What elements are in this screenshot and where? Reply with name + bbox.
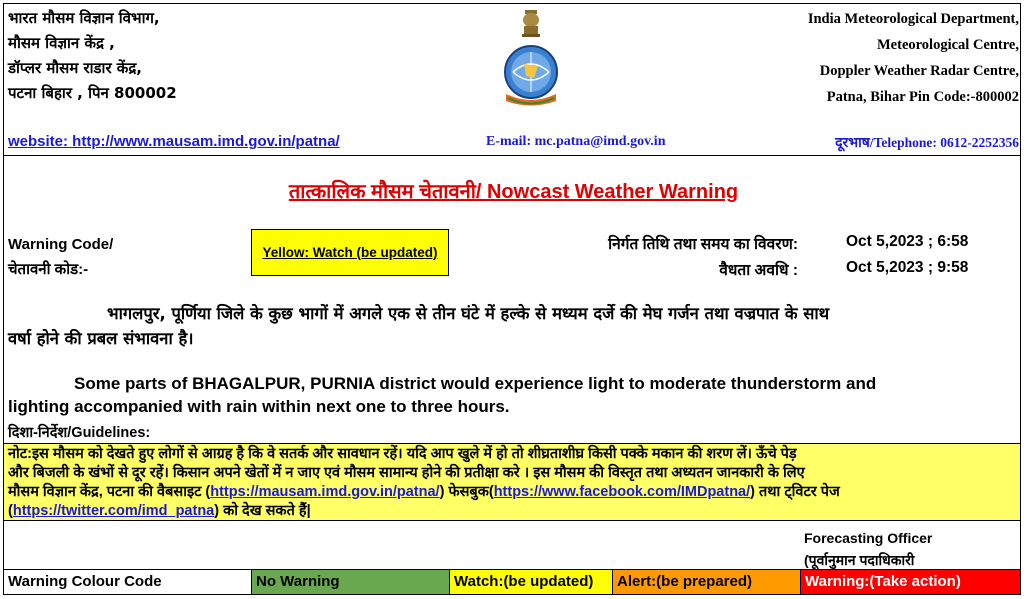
telephone-number: /Telephone: 0612-2252356 xyxy=(869,135,1019,150)
validity-label: वैधता अवधि : xyxy=(719,262,798,279)
legend-watch: Watch:(be updated) xyxy=(449,570,612,594)
note-text: ) फेसबुक( xyxy=(439,484,494,500)
note-text: ) को देख सकते हैं| xyxy=(214,503,311,519)
note-text: ) तथा ट्विटर पेज xyxy=(750,484,840,500)
divider xyxy=(3,155,1021,156)
legend-no-warning: No Warning xyxy=(251,570,449,594)
imd-emblem xyxy=(498,6,564,106)
mausam-website-link[interactable]: https://mausam.imd.gov.in/patna/ xyxy=(210,484,440,500)
note-text: मौसम विज्ञान केंद्र, पटना की वैबसाइट ( xyxy=(8,484,211,500)
english-forecast-line2: lighting accompanied with rain within next one to three hours. xyxy=(8,397,510,416)
hindi-address-line: भारत मौसम विज्ञान विभाग, xyxy=(8,9,160,27)
validity-value: Oct 5,2023 ; 9:58 xyxy=(846,259,969,276)
warning-code-label xyxy=(8,232,113,282)
twitter-link[interactable]: https://twitter.com/imd_patna xyxy=(12,503,215,519)
website-link[interactable]: website: http://www.mausam.imd.gov.in/patna/ xyxy=(8,133,340,150)
note-line xyxy=(8,502,1016,521)
signature-title-hindi: (पूर्वानुमान पदाधिकारी xyxy=(804,552,915,568)
legend-label: Warning Colour Code xyxy=(8,573,162,590)
guidelines-label: दिशा-निर्देश/Guidelines: xyxy=(8,425,151,441)
note-line xyxy=(8,483,1016,502)
issue-time-label: निर्गत तिथि तथा समय का विवरण: xyxy=(608,236,798,253)
email-text: E-mail: mc.patna@imd.gov.in xyxy=(486,134,666,149)
hindi-address-line: डॉप्लर मौसम राडार केंद्र, xyxy=(8,59,142,77)
hindi-address-line: पटना बिहार , पिन 800002 xyxy=(8,84,177,102)
hindi-forecast-line1: भागलपुर, पूर्णिया जिले के कुछ भागों में अगले एक से तीन घंटे में हल्के से मध्यम दर्जे की मेघ गर्जन तथा वज्रपात के साथ xyxy=(107,304,830,323)
telephone-hindi-label: दूरभाष xyxy=(835,135,870,151)
telephone-text xyxy=(835,133,1019,152)
note-line: और बिजली के खंभों से दूर रहें। किसान अपने खेतों में न जाए एवं मौसम सामान्य होने की प्रतीक्षा करे । इस मौसम की विस्तृत तथा अध्यतन जानकारी के लिए xyxy=(8,465,805,481)
signature xyxy=(804,527,932,571)
signature-title: Forecasting Officer xyxy=(804,530,933,546)
warning-code-value: Yellow: Watch (be updated) xyxy=(251,229,449,276)
issue-time-value: Oct 5,2023 ; 6:58 xyxy=(846,233,969,250)
english-address xyxy=(719,6,1019,110)
guidelines-note xyxy=(4,443,1020,521)
hindi-address xyxy=(8,6,177,106)
legend-alert: Alert:(be prepared) xyxy=(612,570,800,594)
english-forecast-line1: Some parts of BHAGALPUR, PURNIA district would experience light to moderate thunderstorm and xyxy=(74,374,877,393)
english-address-line: Patna, Bihar Pin Code:-800002 xyxy=(826,89,1019,105)
page-title: तात्कालिक मौसम चेतावनी/ Nowcast Weather Warning xyxy=(288,181,739,203)
note-line: नोट:इस मौसम को देखते हुए लोगों से आग्रह है कि वे सतर्क और सावधान रहें। यदि आप खुले में हो तो शीघ्रताशीघ्र किसी पक्के मकान की शरण लें। ऊँचे पेड़ xyxy=(8,446,797,462)
english-address-line: Doppler Weather Radar Centre, xyxy=(819,63,1019,79)
warning-code-label-en: Warning Code/ xyxy=(8,236,114,253)
note-text: ( xyxy=(8,503,13,519)
legend-warning: Warning:(Take action) xyxy=(800,570,1020,594)
english-address-line: Meteorological Centre, xyxy=(877,37,1019,53)
warning-code-label-hi: चेतावनी कोड:- xyxy=(8,261,89,278)
facebook-link[interactable]: https://www.facebook.com/IMDpatna/ xyxy=(493,484,751,500)
hindi-forecast-line2: वर्षा होने की प्रबल संभावना है। xyxy=(8,329,194,348)
hindi-address-line: मौसम विज्ञान केंद्र , xyxy=(8,34,115,52)
imd-logo-icon xyxy=(498,6,564,106)
english-address-line: India Meteorological Department, xyxy=(807,11,1019,27)
